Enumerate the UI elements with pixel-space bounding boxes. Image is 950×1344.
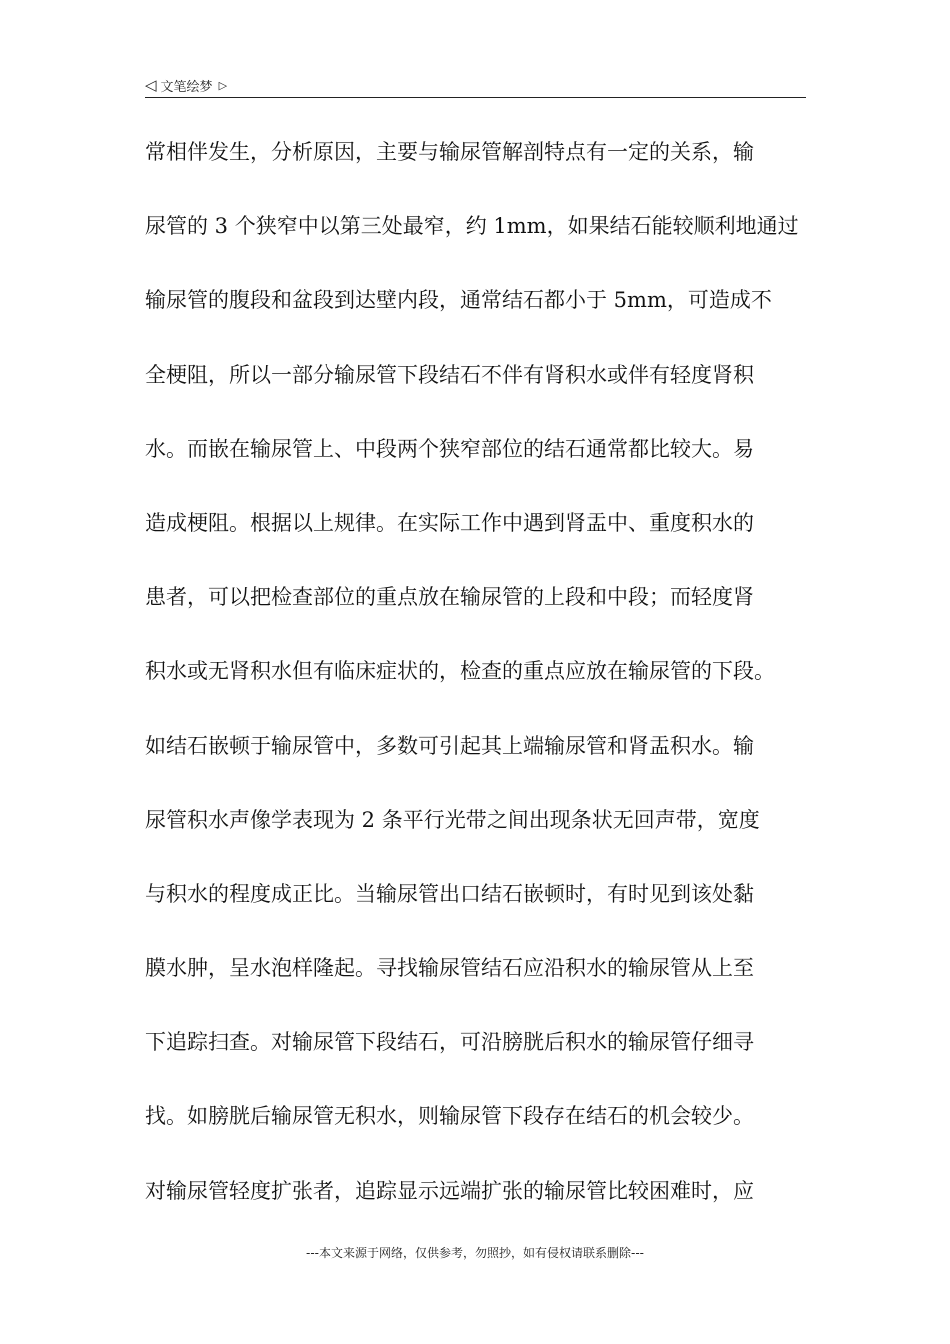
text-line: 全梗阻，所以一部分输尿管下段结石不伴有肾积水或伴有轻度肾积 [145, 362, 754, 387]
text-line: 对输尿管轻度扩张者，追踪显示远端扩张的输尿管比较困难时，应 [145, 1178, 754, 1203]
text-line: 与积水的程度成正比。当输尿管出口结石嵌顿时，有时见到该处黏 [145, 881, 754, 906]
document-body [145, 131, 817, 1244]
header-divider [145, 97, 806, 98]
text-line: 下追踪扫查。对输尿管下段结石，可沿膀胱后积水的输尿管仔细寻 [145, 1030, 754, 1055]
text-line: 如结石嵌顿于输尿管中，多数可引起其上端输尿管和肾盂积水。输 [145, 733, 754, 758]
header-brand: 文笔绘梦 [160, 79, 213, 95]
text-line: 尿管积水声像学表现为 2 条平行光带之间出现条状无回声带，宽度 [145, 807, 760, 832]
text-line: 常相伴发生，分析原因，主要与输尿管解剖特点有一定的关系，输 [145, 140, 754, 164]
text-line: 积水或无肾积水但有临床症状的，检查的重点应放在输尿管的下段。 [145, 659, 775, 684]
text-line: 输尿管的腹段和盆段到达壁内段，通常结石都小于 5mm，可造成不 [145, 288, 772, 313]
footer-notice: ---本文来源于网络，仅供参考，勿照抄，如有侵权请联系删除--- [306, 1246, 644, 1260]
text-line: 尿管的 3 个狭窄中以第三处最窄，约 1mm，如果结石能较顺利地通过 [145, 214, 799, 239]
text-line: 找。如膀胱后输尿管无积水，则输尿管下段存在结石的机会较少。 [145, 1104, 754, 1129]
text-line: 水。而嵌在输尿管上、中段两个狭窄部位的结石通常都比较大。易 [145, 436, 754, 461]
text-line: 膜水肿，呈水泡样隆起。寻找输尿管结石应沿积水的输尿管从上至 [145, 956, 754, 981]
page-header [145, 74, 806, 96]
triangle-left-icon: ◁ [145, 75, 157, 94]
text-line: 造成梗阻。根据以上规律。在实际工作中遇到肾盂中、重度积水的 [145, 510, 754, 535]
text-line: 患者，可以把检查部位的重点放在输尿管的上段和中段；而轻度肾 [145, 585, 754, 610]
triangle-right-icon: ▷ [218, 78, 228, 92]
